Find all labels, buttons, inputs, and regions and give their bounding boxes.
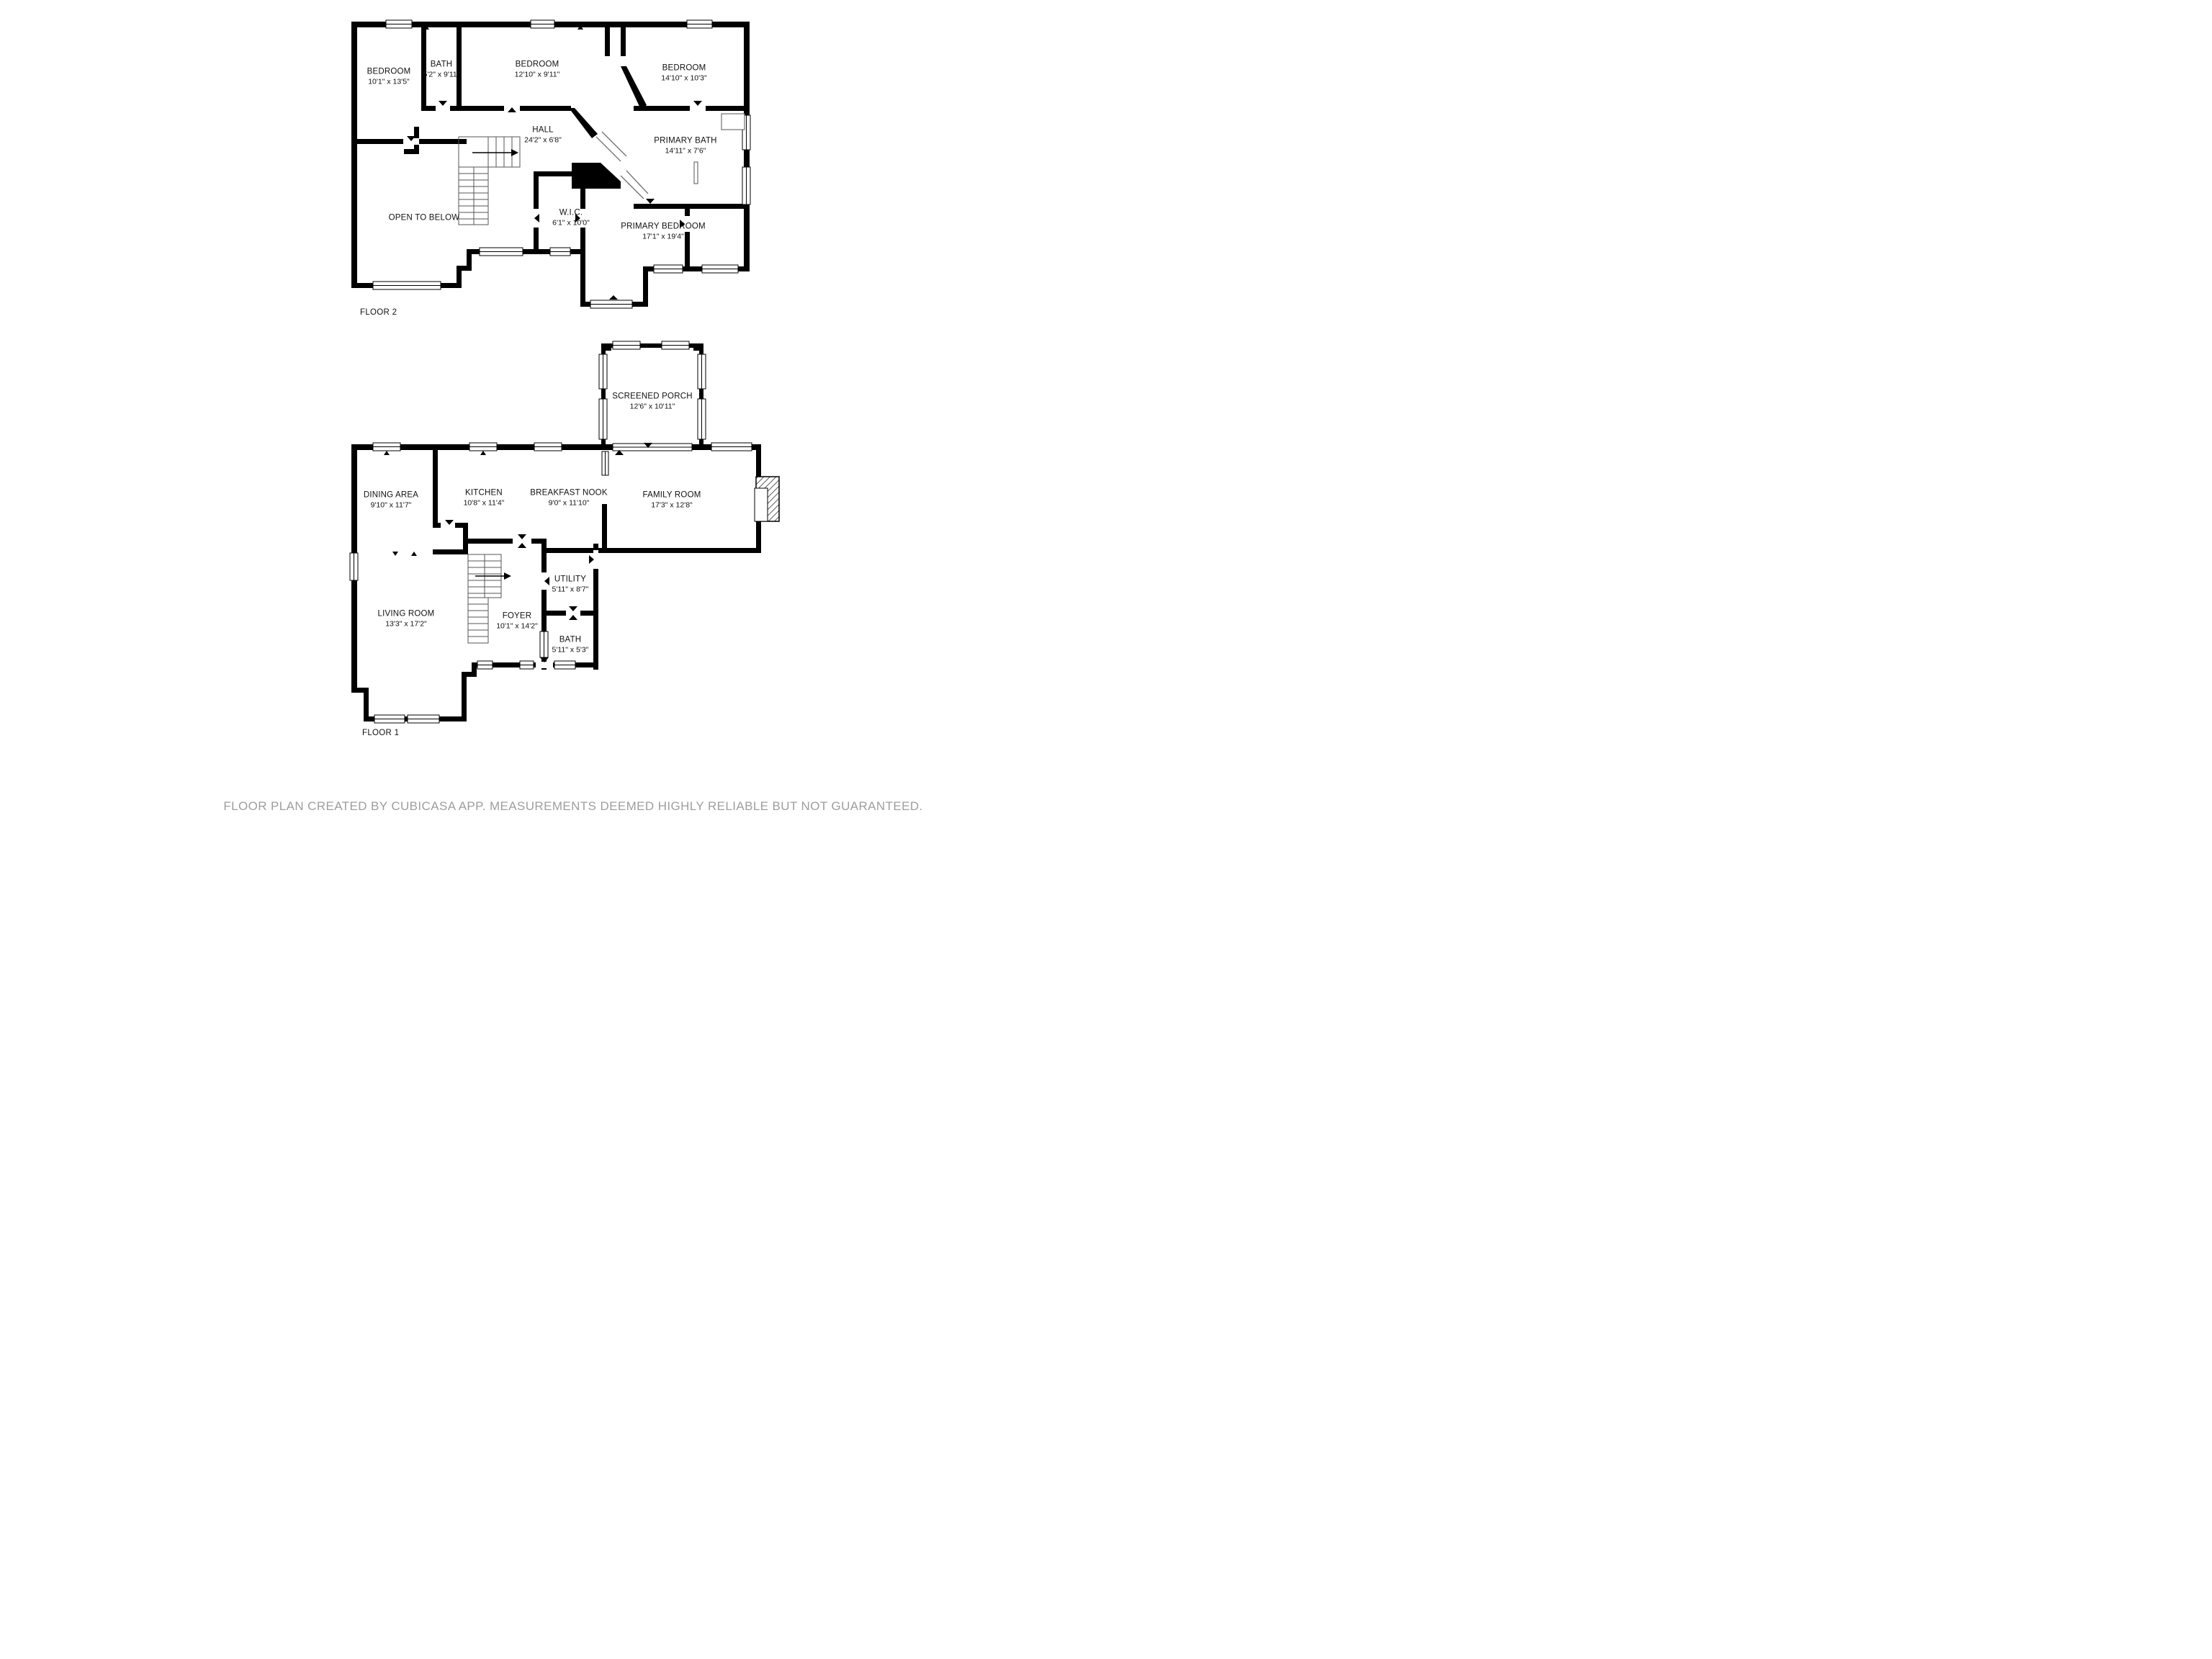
disclaimer-text: FLOOR PLAN CREATED BY CUBICASA APP. MEASUREMENTS DEEMED HIGHLY RELIABLE BUT NOT GUARANTEED. bbox=[223, 799, 923, 813]
floor2-stairs-arrow bbox=[472, 149, 518, 156]
floor2-stairs bbox=[459, 137, 520, 225]
room-label-foyer: FOYER 10'1" x 14'2" bbox=[496, 611, 538, 631]
room-label-breakfast-nook: BREAKFAST NOOK 9'0" x 11'10" bbox=[530, 488, 608, 508]
fireplace bbox=[755, 477, 779, 521]
floor1-tag: FLOOR 1 bbox=[362, 729, 400, 737]
floor2-door-swings bbox=[596, 132, 648, 199]
room-label-bath-1: BATH 5'11" x 5'3" bbox=[552, 635, 589, 655]
room-label-open-to-below: OPEN TO BELOW bbox=[388, 213, 460, 222]
floor-plan-page bbox=[0, 0, 1106, 830]
room-label-hall: HALL 24'2" x 6'8" bbox=[524, 125, 562, 145]
room-label-wic: W.I.C. 6'1" x 10'0" bbox=[552, 208, 590, 228]
floor1-windows bbox=[350, 443, 752, 723]
room-label-family-room: FAMILY ROOM 17'3" x 12'8" bbox=[642, 490, 701, 510]
room-label-bedroom-2: BEDROOM 12'10" x 9'11" bbox=[514, 60, 560, 79]
room-label-bedroom-3: BEDROOM 14'10" x 10'3" bbox=[661, 63, 707, 83]
room-label-primary-bedroom: PRIMARY BEDROOM 17'1" x 19'4" bbox=[621, 222, 706, 241]
room-label-living-room: LIVING ROOM 13'3" x 17'2" bbox=[377, 609, 435, 629]
room-label-utility: UTILITY 5'11" x 8'7" bbox=[552, 575, 589, 594]
floor2-tag: FLOOR 2 bbox=[360, 308, 397, 317]
room-label-primary-bath: PRIMARY BATH 14'11" x 7'6" bbox=[654, 136, 717, 156]
room-label-bedroom-1: BEDROOM 10'1" x 13'5" bbox=[367, 67, 411, 86]
room-label-kitchen: KITCHEN 10'8" x 11'4" bbox=[463, 488, 505, 508]
room-label-screened-porch: SCREENED PORCH 12'6" x 10'11" bbox=[612, 392, 693, 411]
floor1-porch-windows bbox=[599, 341, 706, 439]
room-label-dining-area: DINING AREA 9'10" x 11'7" bbox=[363, 490, 419, 510]
room-label-bath-2: BATH 5'2" x 9'11" bbox=[423, 60, 460, 79]
